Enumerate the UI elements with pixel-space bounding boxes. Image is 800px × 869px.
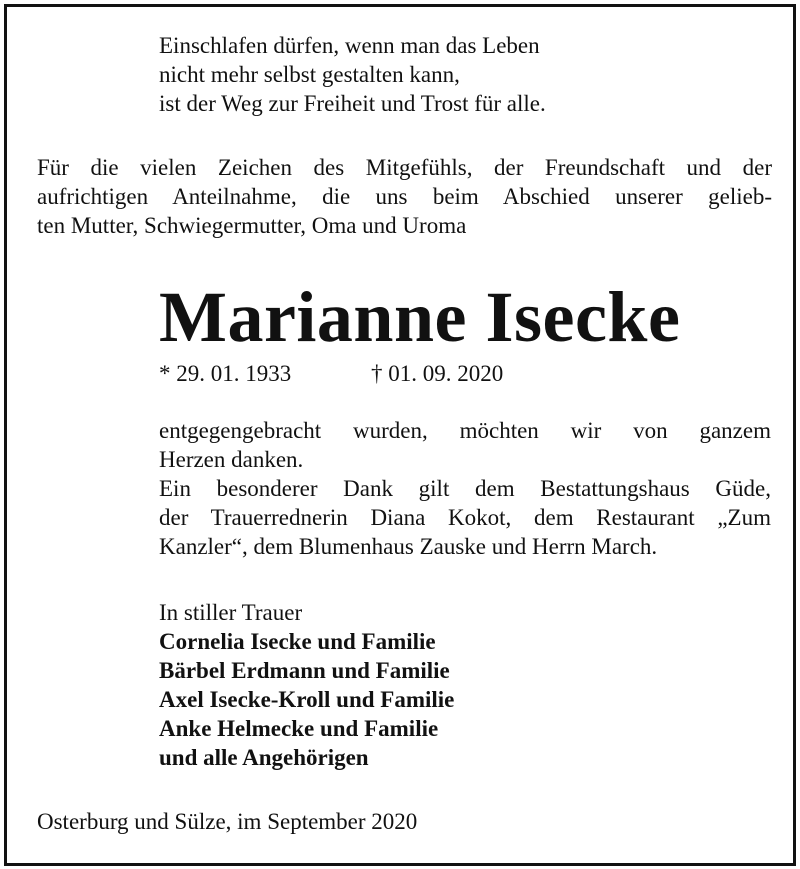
thanks-line: entgegengebracht wurden, möchten wir von ganzem	[159, 418, 771, 443]
mourner-name: Axel Isecke-Kroll und Familie	[159, 687, 455, 712]
place-and-date: Osterburg und Sülze, im September 2020	[37, 809, 418, 834]
quote-line: ist der Weg zur Freiheit und Trost für alle.	[159, 91, 546, 116]
mourner-name: Bärbel Erdmann und Familie	[159, 658, 450, 683]
death-date: † 01. 09. 2020	[371, 361, 504, 386]
thanks-paragraph	[159, 416, 771, 561]
thanks-line: Ein besonderer Dank gilt dem Bestattungshaus Güde,	[159, 476, 771, 501]
mourner-name: Cornelia Isecke und Familie	[159, 629, 436, 654]
obituary-notice	[4, 4, 796, 866]
memorial-quote	[159, 31, 759, 118]
intro-line: Für die vielen Zeichen des Mitgefühls, der Freundschaft und der	[37, 155, 772, 180]
quote-line: Einschlafen dürfen, wenn man das Leben	[159, 33, 540, 58]
intro-paragraph	[37, 153, 772, 240]
intro-line: aufrichtigen Anteilnahme, die uns beim Abschied unserer gelieb-	[37, 184, 772, 209]
thanks-line: Herzen danken.	[159, 447, 304, 472]
thanks-line: Kanzler“, dem Blumenhaus Zauske und Herrn March.	[159, 534, 658, 559]
birth-date: * 29. 01. 1933	[159, 361, 292, 386]
mourner-name: und alle Angehörigen	[159, 745, 369, 770]
life-dates	[159, 359, 503, 388]
mourners-heading: In stiller Trauer	[159, 600, 303, 625]
thanks-line: der Trauerrednerin Diana Kokot, dem Restaurant „Zum	[159, 505, 771, 530]
intro-line: ten Mutter, Schwiegermutter, Oma und Uroma	[37, 213, 467, 238]
mourners-block	[159, 598, 759, 772]
mourner-name: Anke Helmecke und Familie	[159, 716, 439, 741]
quote-line: nicht mehr selbst gestalten kann,	[159, 62, 460, 87]
deceased-name: Marianne Isecke	[159, 277, 681, 357]
